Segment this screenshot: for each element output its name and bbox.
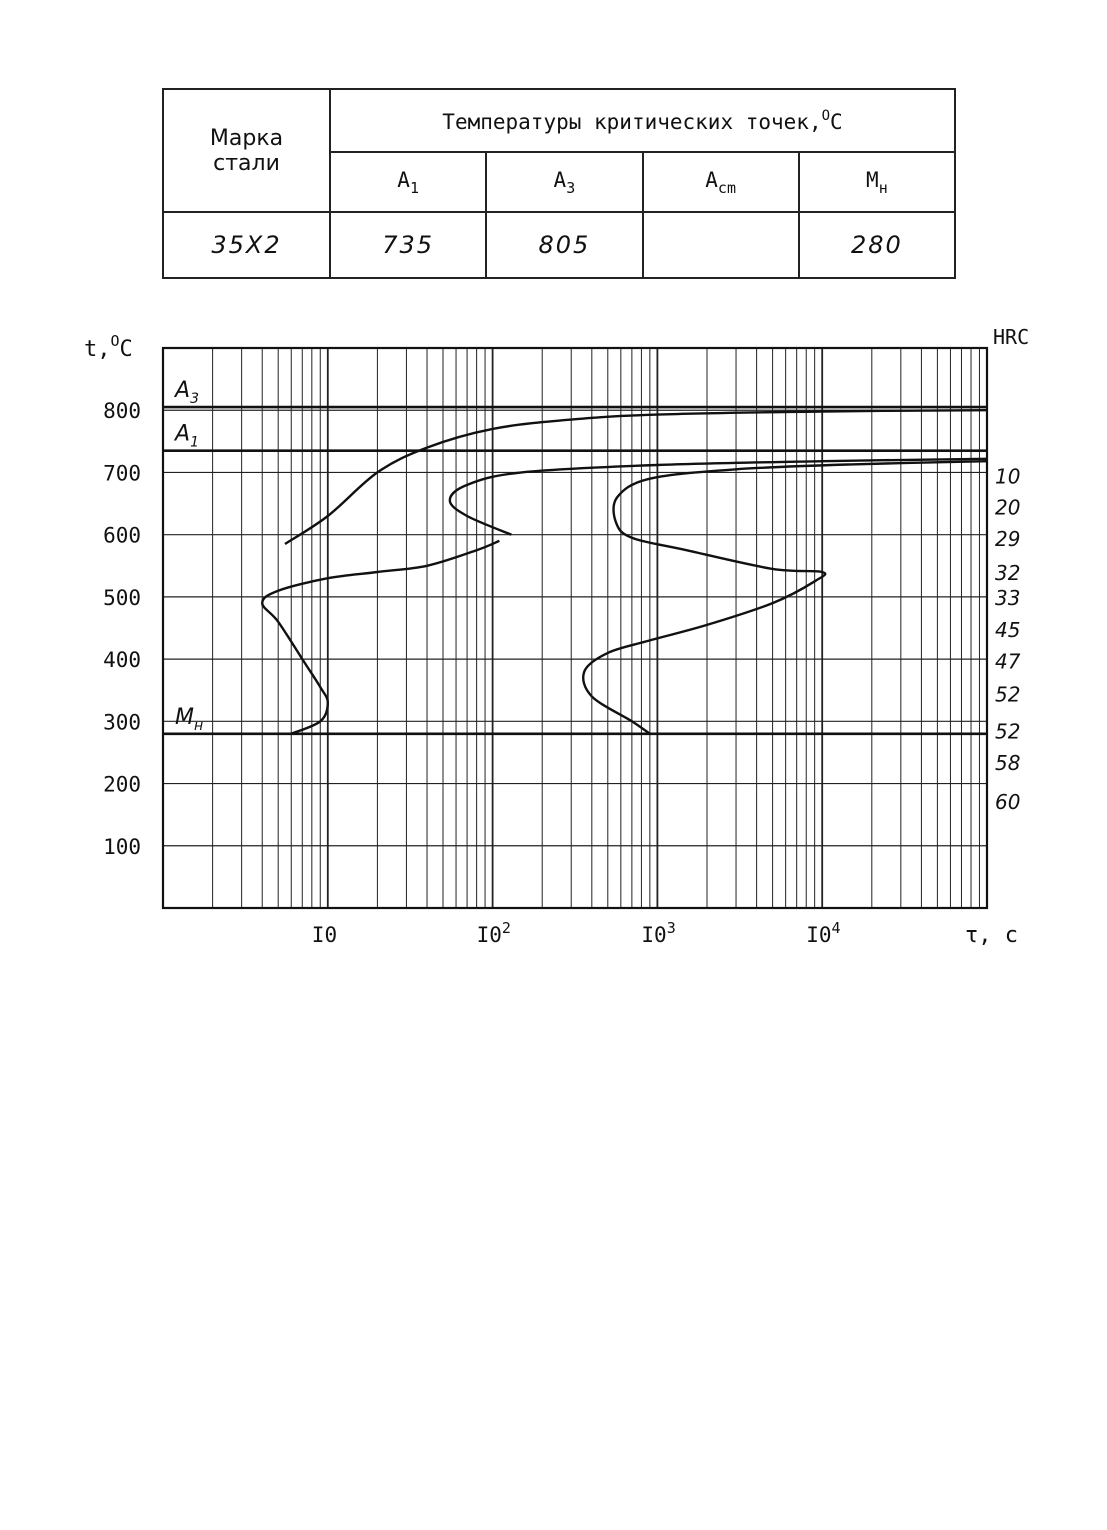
- mn-value: 280: [799, 212, 955, 278]
- x-tick-label: I0: [311, 923, 338, 947]
- a3-header: A3: [486, 152, 642, 212]
- y-tick-label: 700: [103, 461, 141, 486]
- steel-grade-value: 35Х2: [163, 212, 330, 278]
- transformation-curves: [262, 410, 987, 734]
- y-tick-label: 100: [103, 834, 141, 859]
- steel-grade-header: Марка стали: [163, 89, 330, 212]
- a1-value: 735: [330, 212, 486, 278]
- critical-lines: [163, 378, 987, 734]
- hrc-label: 52: [995, 682, 1021, 707]
- mn-header: Mн: [799, 152, 955, 212]
- critical-line-label: $A_3$: [175, 378, 199, 408]
- y-tick-label: 200: [103, 772, 141, 797]
- y-tick-label: 600: [103, 523, 141, 548]
- chart-grid: [163, 348, 987, 908]
- hrc-label: 29: [995, 526, 1021, 551]
- hrc-label: 47: [995, 649, 1021, 674]
- x-axis-label: τ, с: [965, 923, 1018, 948]
- hrc-label: 58: [995, 750, 1021, 775]
- curve-ferrite-start: [285, 410, 987, 544]
- hrc-label: 60: [995, 789, 1021, 814]
- y-tick-label: 400: [103, 648, 141, 673]
- y-axis-label: t,$^O$C: [84, 332, 133, 362]
- acm-header: Acm: [643, 152, 799, 212]
- chart-frame: [163, 348, 987, 908]
- y-tick-label: 500: [103, 585, 141, 610]
- curve-transformation-end: [583, 461, 987, 734]
- hrc-label: 20: [995, 495, 1021, 520]
- hrc-label: 45: [995, 618, 1021, 643]
- a3-value: 805: [486, 212, 642, 278]
- a1-header: A1: [330, 152, 486, 212]
- hrc-label: 32: [995, 561, 1021, 585]
- axis-ticks: [103, 399, 840, 947]
- plot-frame: [163, 348, 987, 908]
- hrc-labels: [993, 325, 1029, 814]
- y-tick-label: 300: [103, 710, 141, 735]
- x-tick-label: $I0^3$: [641, 919, 676, 947]
- critical-temperatures-header: Температуры критических точек,OC: [330, 89, 955, 152]
- x-tick-label: $I0^2$: [476, 919, 511, 947]
- y-tick-label: 800: [103, 399, 141, 424]
- critical-line-label: $M_н$: [175, 704, 204, 734]
- hrc-title: HRC: [993, 325, 1030, 349]
- hrc-label: 10: [995, 464, 1021, 489]
- cct-diagram: [0, 300, 1107, 960]
- x-tick-label: $I0^4$: [806, 919, 841, 947]
- curve-bainite-start: [262, 541, 499, 734]
- critical-points-table: [162, 88, 956, 277]
- hrc-label: 33: [995, 585, 1021, 610]
- hrc-label: 52: [995, 719, 1021, 744]
- critical-line-label: $A_1$: [175, 421, 199, 451]
- acm-value: [643, 212, 799, 278]
